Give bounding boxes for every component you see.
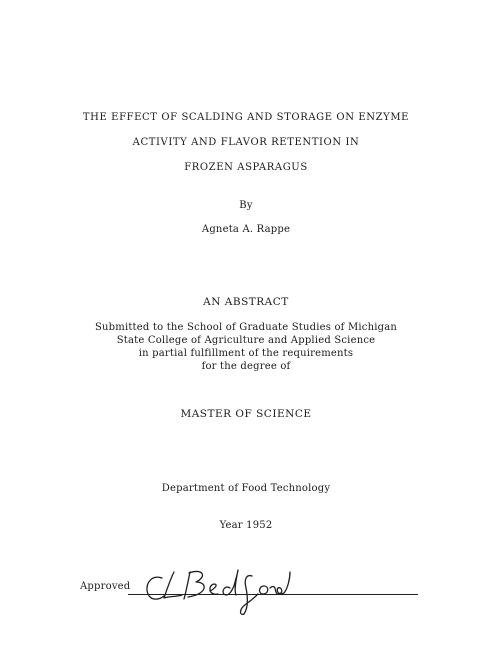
title-line-3: FROZEN ASPARAGUS [184, 162, 308, 173]
abstract-heading: AN ABSTRACT [203, 296, 289, 308]
degree-title: MASTER OF SCIENCE [180, 408, 312, 420]
submission-line-4: for the degree of [201, 361, 291, 372]
title-line-2: ACTIVITY AND FLAVOR RETENTION IN [132, 137, 360, 148]
title-line-1: THE EFFECT OF SCALDING AND STORAGE ON ENZYME [82, 112, 410, 123]
submission-line-1: Submitted to the School of Graduate Studies of Michigan [94, 322, 398, 333]
year: Year 1952 [219, 520, 273, 531]
approval-row [80, 568, 420, 608]
author-name: Agneta A. Rappe [201, 224, 291, 235]
approved-label: Approved [80, 581, 131, 592]
submission-line-3: in partial fulfillment of the requirements [138, 348, 354, 359]
handwritten-signature [142, 566, 292, 618]
department-name: Department of Food Technology [161, 483, 331, 494]
by-label: By [239, 200, 253, 211]
submission-line-2: State College of Agriculture and Applied Science [116, 335, 376, 346]
